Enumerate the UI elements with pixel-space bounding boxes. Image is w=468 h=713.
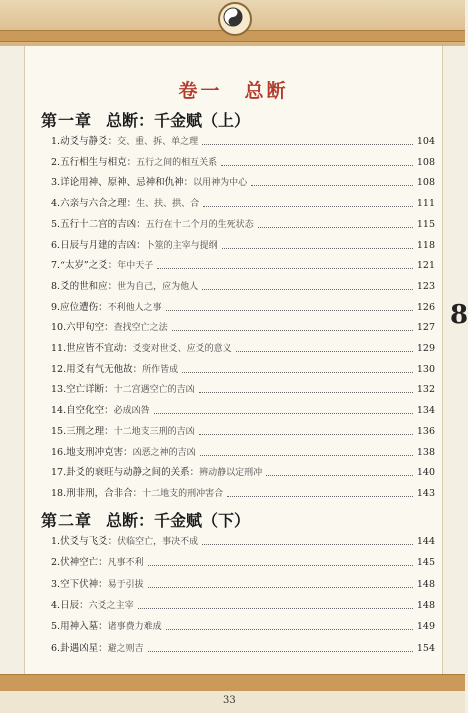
dot-leader — [202, 289, 413, 290]
dot-leader — [222, 248, 413, 249]
toc-entry[interactable] — [51, 553, 435, 569]
entry-subtitle: 五行在十二个月的生死状态 — [145, 219, 254, 230]
toc-entry[interactable] — [51, 639, 435, 655]
dot-leader — [166, 310, 413, 311]
bagua-logo-icon — [218, 2, 252, 36]
entry-subtitle: 所作皆成 — [142, 364, 179, 375]
entry-page-number: 154 — [416, 642, 435, 654]
toc-entry[interactable] — [51, 532, 435, 548]
toc-entry[interactable] — [51, 339, 435, 355]
entry-title: 5.用神入墓： — [51, 621, 108, 633]
entry-page-number: 149 — [416, 621, 435, 633]
dot-leader — [199, 434, 413, 435]
toc-entry[interactable] — [51, 360, 435, 376]
entry-title: 6.日辰与月建的吉凶： — [51, 239, 146, 251]
entry-subtitle: 不利他人之事 — [107, 302, 162, 313]
dot-leader — [266, 475, 413, 476]
entry-title: 4.六亲与六合之理： — [51, 198, 137, 210]
dot-leader — [236, 351, 413, 352]
entry-subtitle: 必成凶咎 — [113, 406, 150, 417]
dot-leader — [199, 392, 413, 393]
entry-title: 2.五行相生与相克： — [51, 156, 137, 168]
toc-entry[interactable] — [51, 596, 435, 612]
dot-leader — [200, 455, 413, 456]
entry-subtitle: 诸事费力难成 — [107, 622, 162, 633]
chapter-number: 第二章 — [41, 511, 93, 530]
dot-leader — [202, 544, 413, 545]
dot-leader — [148, 587, 413, 588]
dot-leader — [148, 565, 413, 566]
entry-page-number: 144 — [416, 536, 435, 547]
entry-title: 13.空亡详断： — [51, 384, 114, 396]
toc-entry[interactable] — [51, 318, 435, 334]
entry-subtitle: 卜筮的主宰与提纲 — [145, 240, 218, 251]
entry-subtitle: 生、扶、拱、合 — [136, 199, 200, 210]
entry-subtitle: 十二地支的刑冲害合 — [142, 488, 224, 499]
entry-title: 8.爻的世和应： — [51, 280, 118, 292]
entry-title: 16.地支刑冲克害： — [51, 446, 133, 458]
toc-entry[interactable] — [51, 153, 435, 169]
dot-leader — [138, 608, 413, 609]
toc-entry[interactable] — [51, 617, 435, 633]
entry-title: 15.三刑之理： — [51, 425, 114, 437]
entry-page-number: 121 — [416, 260, 435, 272]
chapter-number: 第一章 — [41, 111, 93, 130]
entry-title: 5.五行十二宫的吉凶： — [51, 218, 146, 230]
entry-page-number: 127 — [416, 322, 435, 334]
entry-subtitle: 以用神为中心 — [193, 178, 248, 189]
entry-page-number: 132 — [416, 384, 435, 396]
entry-page-number: 115 — [416, 218, 435, 230]
entry-page-number: 129 — [416, 343, 435, 354]
toc-entry[interactable] — [51, 484, 435, 500]
entry-title: 1.伏爻与飞爻： — [51, 536, 118, 547]
entry-subtitle: 避之则吉 — [107, 643, 144, 654]
dot-leader — [166, 629, 413, 630]
entry-page-number: 123 — [416, 280, 435, 292]
chapter-title: 总断：千金赋（下） — [106, 511, 251, 530]
entry-subtitle: 十二地支三刑的吉凶 — [113, 426, 195, 437]
toc-entry[interactable] — [51, 173, 435, 189]
dot-leader — [148, 651, 413, 652]
entry-page-number: 130 — [416, 363, 435, 375]
entry-subtitle: 伏临空亡，事决不成 — [117, 537, 199, 547]
dot-leader — [182, 372, 413, 373]
entry-title: 9.应位遭伤： — [51, 301, 108, 313]
entry-page-number: 108 — [416, 177, 435, 189]
entry-title: 11.世应皆不宜动： — [51, 343, 133, 354]
entry-page-number: 140 — [416, 467, 435, 479]
dot-leader — [221, 165, 413, 166]
entry-page-number: 111 — [416, 198, 435, 210]
toc-entry[interactable] — [51, 443, 435, 459]
entry-title: 10.六甲旬空： — [51, 322, 114, 334]
entry-subtitle: 易于引拔 — [107, 579, 144, 590]
footer — [0, 691, 465, 713]
entry-subtitle: 查找空亡之法 — [113, 323, 168, 334]
toc-entry[interactable] — [51, 256, 435, 272]
entry-title: 3.详论用神、原神、忌神和仇神： — [51, 177, 194, 189]
entry-subtitle: 十二宫遇空亡的吉凶 — [113, 385, 195, 396]
toc-entry[interactable] — [51, 380, 435, 396]
entry-page-number: 104 — [416, 136, 435, 147]
toc-page — [24, 46, 443, 674]
chapter-heading-1 — [41, 108, 250, 131]
entry-title: 17.卦爻的衰旺与动静之间的关系： — [51, 467, 200, 479]
toc-entry[interactable] — [51, 194, 435, 210]
page-edge-mark: 8 — [450, 300, 468, 330]
entry-page-number: 134 — [416, 405, 435, 417]
chapter-title: 总断：千金赋（上） — [106, 111, 251, 130]
volume-title: 卷一 总断 — [178, 80, 289, 102]
toc-entry[interactable] — [51, 277, 435, 293]
entry-page-number: 136 — [416, 425, 435, 437]
entry-subtitle: 世为自己，应为他人 — [117, 281, 199, 292]
toc-entry[interactable] — [51, 401, 435, 417]
dot-leader — [202, 144, 413, 145]
dot-leader — [172, 330, 413, 331]
entry-title: 7.“太岁”之爻： — [51, 260, 118, 272]
dot-leader — [258, 227, 413, 228]
entry-title: 2.伏神空亡： — [51, 557, 108, 569]
entry-page-number: 118 — [416, 239, 435, 251]
toc-entry[interactable] — [51, 132, 435, 148]
entry-title: 18.刑非刑，合非合： — [51, 487, 143, 499]
dot-leader — [203, 206, 413, 207]
toc-entry[interactable] — [51, 422, 435, 438]
page-number: 33 — [223, 695, 236, 706]
entry-title: 1.动爻与静爻： — [51, 136, 118, 147]
entry-title: 3.空下伏神： — [51, 578, 108, 590]
chapter-heading-2 — [41, 508, 250, 531]
entry-title: 6.卦遇凶星： — [51, 642, 108, 654]
entry-subtitle: 凡事不利 — [107, 558, 144, 569]
entry-subtitle: 五行之间的相互关系 — [136, 157, 218, 168]
entry-subtitle: 交、重、拆、单之理 — [117, 137, 199, 147]
entry-title: 4.日辰： — [51, 599, 89, 611]
entry-page-number: 108 — [416, 156, 435, 168]
entry-page-number: 143 — [416, 487, 435, 499]
entry-page-number: 145 — [416, 557, 435, 569]
toc-entry[interactable] — [51, 298, 435, 314]
entry-page-number: 126 — [416, 301, 435, 313]
dot-leader — [227, 496, 413, 497]
entry-title: 14.自空化空： — [51, 405, 114, 417]
entry-page-number: 148 — [416, 599, 435, 611]
entry-subtitle: 六爻之主宰 — [88, 600, 134, 611]
entry-subtitle: 辨动静以定刑冲 — [199, 468, 263, 479]
toc-entry[interactable] — [51, 215, 435, 231]
toc-entry[interactable] — [51, 575, 435, 591]
dot-leader — [157, 268, 413, 269]
entry-page-number: 138 — [416, 446, 435, 458]
dot-leader — [251, 185, 413, 186]
toc-entry[interactable] — [51, 463, 435, 479]
dot-leader — [154, 413, 413, 414]
entry-subtitle: 爻变对世爻、应爻的意义 — [132, 344, 232, 354]
entry-subtitle: 年中天子 — [117, 261, 154, 272]
entry-page-number: 148 — [416, 578, 435, 590]
toc-entry[interactable] — [51, 236, 435, 252]
entry-subtitle: 凶恶之神的吉凶 — [132, 447, 196, 458]
entry-title: 12.用爻有气无他故： — [51, 363, 143, 375]
